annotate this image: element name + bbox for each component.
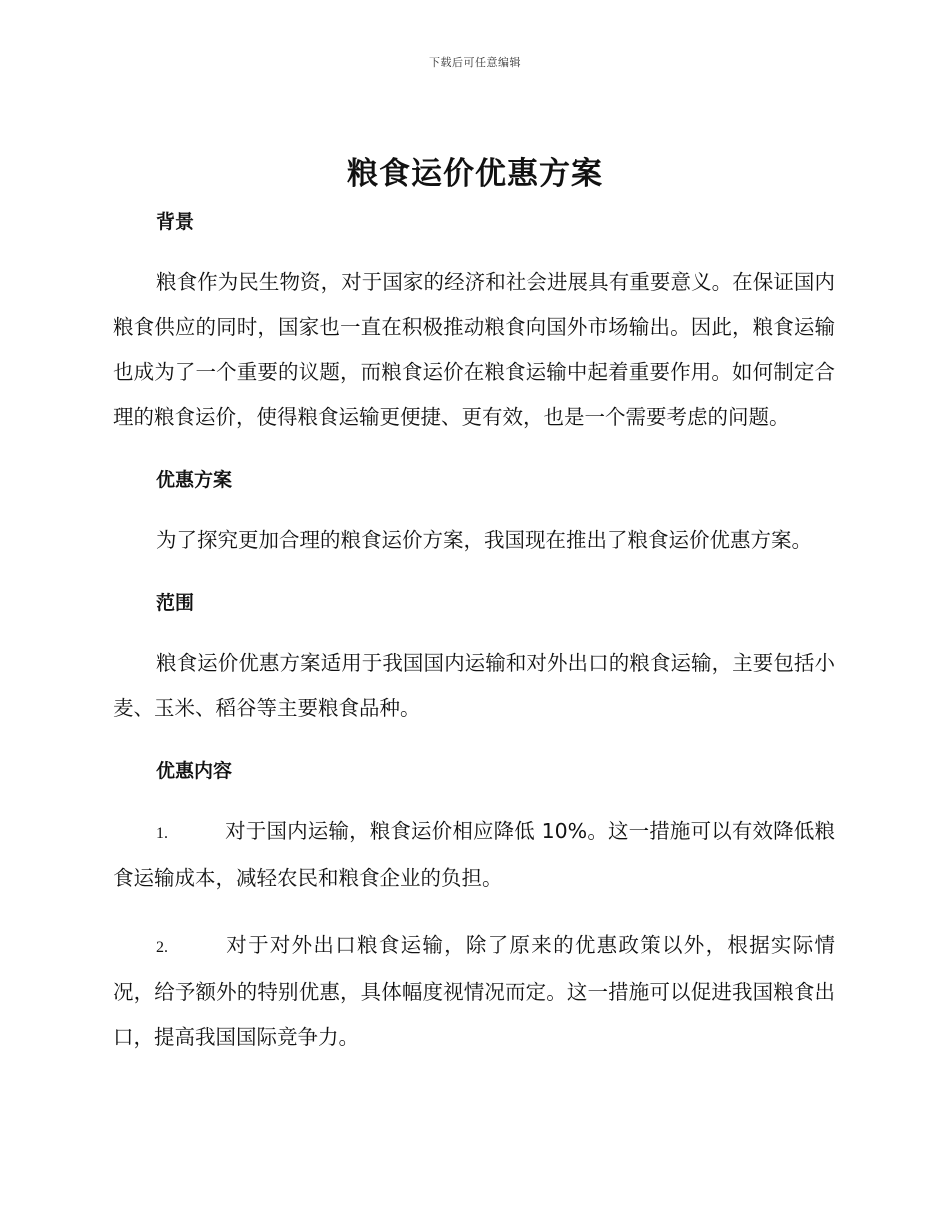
document-body [113,204,835,1060]
section-paragraph-plan: 为了探究更加合理的粮食运价方案，我国现在推出了粮食运价优惠方案。 [156,528,812,552]
section-heading-content: 优惠内容 [156,760,233,782]
header-note: 下载后可任意编辑 [429,56,521,69]
section-heading-scope: 范围 [156,592,195,614]
list-item-number: 2. [156,939,168,956]
section-paragraph-background: 粮食作为民生物资，对于国家的经济和社会进展具有重要意义。在保证国内粮食供应的同时，国家也一直在积极推动粮食向国外市场输出。因此，粮食运输也成为了一个重要的议题，而粮食运价在粮食运输中起着重要作用。如何制定合理的粮食运价，使得粮食运输更便捷、更有效，也是一个需要考虑的问题。 [113,270,835,429]
list-item-number: 1. [156,825,168,842]
list-item [113,923,835,1060]
list-item-text: 对于对外出口粮食运输，除了原来的优惠政策以外，根据实际情况，给予额外的特别优惠，具体幅度视情况而定。这一措施可以促进我国粮食出口，提高我国国际竞争力。 [113,933,835,1049]
section-heading-plan: 优惠方案 [156,469,233,491]
section-paragraph-scope: 粮食运价优惠方案适用于我国国内运输和对外出口的粮食运输，主要包括小麦、玉米、稻谷等主要粮食品种。 [113,651,835,720]
document-title: 粮食运价优惠方案 [347,156,603,192]
section-heading-background: 背景 [156,211,195,233]
list-item [113,809,835,901]
list-item-text: 对于国内运输，粮食运价相应降低 10%。这一措施可以有效降低粮食运输成本，减轻农民和粮食企业的负担。 [113,819,835,890]
